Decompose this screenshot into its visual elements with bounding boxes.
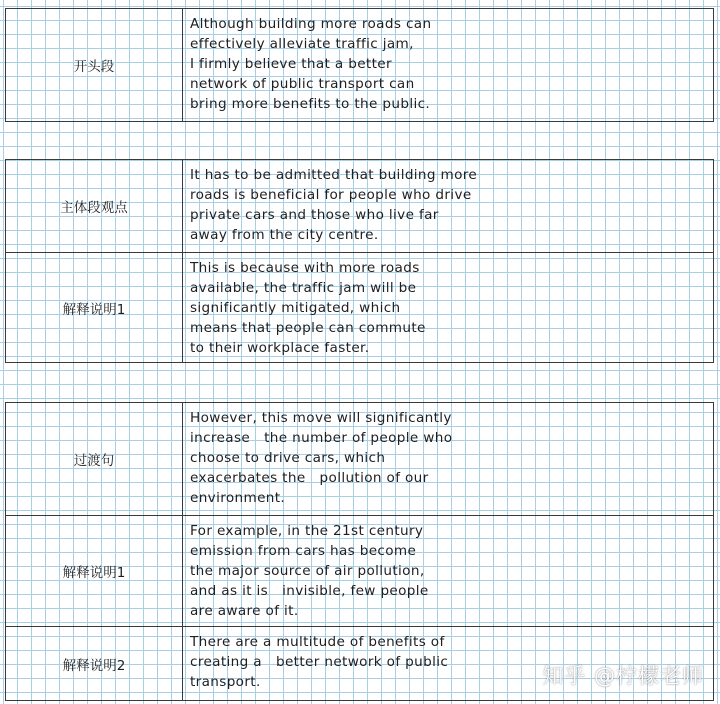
content-line: For example, in the 21st century — [190, 523, 424, 539]
table-row — [6, 160, 713, 252]
content-line: exacerbates the pollution of our — [190, 470, 429, 486]
content-line: network of public transport can — [190, 76, 415, 92]
row-content — [183, 516, 713, 626]
content-line: environment. — [190, 490, 286, 506]
content-line: There are a multitude of benefits of — [190, 634, 445, 650]
row-label: 解释说明1 — [6, 516, 183, 626]
content-line: are aware of it. — [190, 603, 299, 619]
content-line: It has to be admitted that building more — [190, 167, 478, 183]
content-line: However, this move will significantly — [190, 410, 452, 426]
row-content — [183, 403, 713, 515]
content-line: away from the city centre. — [190, 227, 379, 243]
row-content — [183, 9, 713, 121]
essay-table-intro — [5, 8, 714, 122]
content-line: effectively alleviate traffic jam, — [190, 36, 414, 52]
table-row — [6, 252, 713, 362]
content-line: creating a better network of public — [190, 654, 449, 670]
content-line: emission from cars has become — [190, 543, 417, 559]
row-label: 主体段观点 — [6, 160, 183, 252]
row-label: 过渡句 — [6, 403, 183, 515]
content-line: and as it is invisible, few people — [190, 583, 429, 599]
content-line: transport. — [190, 674, 261, 690]
row-content — [183, 253, 713, 362]
content-line: increase the number of people who — [190, 430, 453, 446]
row-content — [183, 160, 713, 252]
content-line: the major source of air pollution, — [190, 563, 425, 579]
row-label: 开头段 — [6, 9, 183, 121]
content-line: significantly mitigated, which — [190, 300, 401, 316]
row-label: 解释说明2 — [6, 627, 183, 700]
essay-table-body — [5, 159, 714, 363]
row-label: 解释说明1 — [6, 253, 183, 362]
table-row — [6, 515, 713, 626]
content-line: to their workplace faster. — [190, 340, 370, 356]
content-line: available, the traffic jam will be — [190, 280, 417, 296]
table-row — [6, 403, 713, 515]
content-line: roads is beneficial for people who drive — [190, 187, 472, 203]
content-line: I firmly believe that a better — [190, 56, 392, 72]
content-line: private cars and those who live far — [190, 207, 439, 223]
content-line: bring more benefits to the public. — [190, 96, 431, 112]
essay-table-transition — [5, 402, 714, 701]
content-line: choose to drive cars, which — [190, 450, 386, 466]
table-row — [6, 9, 713, 121]
content-line: Although building more roads can — [190, 16, 432, 32]
content-line: This is because with more roads — [190, 260, 420, 276]
watermark: 知乎 @柠檬老师 — [542, 664, 704, 688]
content-line: means that people can commute — [190, 320, 426, 336]
